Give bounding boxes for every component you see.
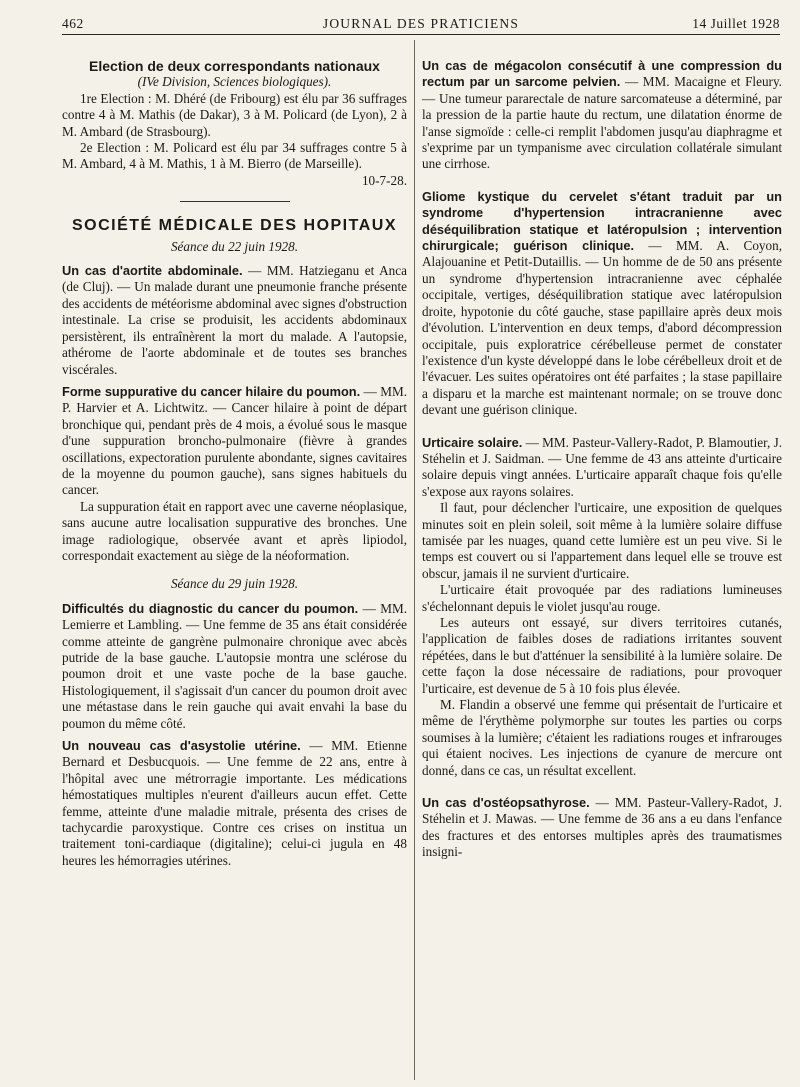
- article-title: Gliome kystique du cervelet s'étant traduit par un syndrome d'hypertension intracranienne avec déséquilibration statique et latéropulsion ; intervention chirurgicale; guérison clinique.: [422, 188, 782, 254]
- right-column: [422, 58, 782, 861]
- article-asystolie: [62, 738, 407, 869]
- article-title: Un cas d'aortite abdominale.: [62, 263, 243, 279]
- journal-title: JOURNAL DES PRATICIENS: [322, 16, 520, 31]
- article-paragraph: M. Flandin a observé une femme qui présentait de l'urticaire et même de l'érythème polymorphe sur toutes les parties ou corps soumises à la lumière; c'étaient les radiations rouges et infrarouges qui étaient nocives. Les injections de cyanure de mercure ont donné, dans ce cas, un résultat excellent.: [422, 697, 782, 778]
- article-aortite: [62, 263, 407, 378]
- article-title: Forme suppurative du cancer hilaire du poumon.: [62, 383, 361, 399]
- election-subtitle: (IVe Division, Sciences biologiques).: [137, 74, 332, 90]
- article-paragraph: Il faut, pour déclencher l'urticaire, une exposition de quelques minutes soit en plein soleil, soit même à la lumière solaire diffuse tamisée par les nuages, quand cette lumière est un peu vive. Si le temps est couvert ou si l'appartement dans lequel elle se trouve est obscur, jamais il ne survient d'urticaire.: [422, 500, 782, 581]
- society-title: SOCIÉTÉ MÉDICALE DES HOPITAUX: [71, 217, 397, 235]
- section-separator: [180, 201, 290, 202]
- first-election: 1re Election : M. Dhéré (de Fribourg) est élu par 36 suffrages contre 4 à M. Mathis (de Dakar), 3 à M. Policard (de Lyon), 2 à M. Ambard (de Strasbourg).: [62, 90, 407, 139]
- article-text: — MM. Etienne Bernard et Desbucquois. — Une femme de 22 ans, entre à l'hôpital avec une métrorragie importante. Les médications hémostatiques multiples n'eurent d'ailleurs aucun effet. Cette femme, atteinte d'une maladie mitrale, présenta des crises de tachycardie paroxystique. Contre ces crises on institua un traitement toni-cardiaque (digitaline); celui-ci jugula en 48 heures les hémorragies utérines.: [62, 738, 407, 868]
- second-election: 2e Election : M. Policard est élu par 34 suffrages contre 5 à M. Ambard, 4 à M. Mathis, 1 à M. Bierro (de Marseille).: [62, 140, 407, 172]
- article-megacolon: [422, 58, 782, 173]
- column-divider: [414, 40, 415, 1080]
- election-date: 10-7-28.: [361, 172, 407, 188]
- left-column: [62, 58, 407, 869]
- page-header: [62, 12, 780, 35]
- article-osteopsathyrose: [422, 795, 782, 861]
- article-paragraph: La suppuration était en rapport avec une caverne néoplasique, sans aucune autre localisation suppurative des bronches. Une image radiologique, observée avant et après lipiodol, correspondait exactement au siège de la néoformation.: [62, 498, 407, 563]
- issue-date: 14 Juillet 1928: [692, 16, 780, 31]
- article-text: — MM. A. Coyon, Alajouanine et Petit-Dutaillis. — Un homme de de 50 ans présente un syndrome d'hypertension intracranienne avec céphalée occipitale, vertiges, déséquilibration statique avec latéropulsion droite, hypotonie du côté gauche, stase papillaire après deux mois d'évolution. L'intervention en deux temps, d'abord décompression occipitale, puis exploratrice cérébelleuse permet de constater l'existence d'un kyste développé dans le lobe cérébelleux droit et de l'évacuer. Les suites opératoires ont été parfaites ; la stase papillaire a disparu et la marche est maintenant normale; on se trouve donc devant une guérison clinique.: [422, 238, 782, 418]
- article-suppurative: [62, 384, 407, 499]
- article-text: — MM. Pasteur-Vallery-Radot, P. Blamoutier, J. Stéhelin et J. Saidman. — Une femme de 43 ans atteinte d'urticaire solaire depuis vingt années. L'urticaire apparaît chaque fois qu'elle s'expose aux rayons solaires.: [422, 434, 782, 499]
- seance-29-juin: Séance du 29 juin 1928.: [170, 576, 299, 592]
- article-title: Un nouveau cas d'asystolie utérine.: [62, 738, 301, 754]
- article-paragraph: Les auteurs ont essayé, sur divers territoires cutanés, l'application de faibles doses de radiations irritantes souvent répétées, dans le but d'atténuer la sensibilité à la lumière solaire. De cette façon la dose nécessaire de radiations, pour provoquer l'urticaire, est devenue de 5 à 10 fois plus élevée.: [422, 615, 782, 696]
- article-text: — MM. P. Harvier et A. Lichtwitz. — Cancer hilaire à point de départ bronchique qui, pendant près de 4 mois, a évolué sous le masque d'une suppuration broncho-pulmonaire (fièvre à grandes oscillations, expectoration purulente abondante, signes cavitaires de la moyenne du poumon gauche), sans signes habituels du cancer.: [62, 383, 407, 498]
- article-title: Difficultés du diagnostic du cancer du poumon.: [62, 600, 359, 616]
- page-number: 462: [62, 16, 84, 31]
- seance-22-juin: Séance du 22 juin 1928.: [170, 238, 299, 254]
- article-difficultes: [62, 601, 407, 732]
- article-urticaire: [422, 435, 782, 501]
- election-title: Election de deux correspondants nationaux: [89, 58, 380, 74]
- article-text: — MM. Pasteur-Vallery-Radot, J. Stéhelin et J. Mawas. — Une femme de 36 ans a eu dans l'enfance des fractures et des entorses multiples après des traumatismes insigni-: [422, 795, 782, 860]
- article-paragraph: L'urticaire était provoquée par des radiations lumineuses s'échelonnant depuis le violet jusqu'au rouge.: [422, 582, 782, 614]
- article-title: Urticaire solaire.: [422, 434, 523, 450]
- article-text: — MM. Macaigne et Fleury. — Une tumeur pararectale de nature sarcomateuse a déterminé, par la pression de la partie haute du rectum, une dilatation énorme de l'anse sigmoïde : celle-ci remplit l'abdomen jusqu'au diaphragme et s'exprime par un tympanisme avec circulation collatérale simulant une cirrhose.: [422, 74, 782, 172]
- article-text: — MM. Hatzieganu et Anca (de Cluj). — Un malade durant une pneumonie franche présente des accidents de météorisme abdominal avec signes d'obstruction intestinale. La crise se produisit, les accidents abdominaux persistèrent, ils entraînèrent la mort du malade. A l'autopsie, athérome de l'aorte abdominale et de toutes ses branches viscérales.: [62, 263, 407, 377]
- article-gliome: [422, 189, 782, 419]
- article-title: Un cas d'ostéopsathyrose.: [422, 795, 590, 811]
- article-title: Un cas de mégacolon consécutif à une compression du rectum par un sarcome pelvien.: [422, 58, 782, 90]
- article-text: — MM. Lemierre et Lambling. — Une femme de 35 ans était considérée comme atteinte de gangrène pulmonaire chronique avec abcès putride de la base gauche. L'autopsie montra une sclérose du poumon droit et une vaste poche de la base gauche. Histologiquement, il s'agissait d'un cancer du poumon droit avec une métastase dans le rein gauche qui avait envahi la base du poumon du même côté.: [62, 600, 407, 731]
